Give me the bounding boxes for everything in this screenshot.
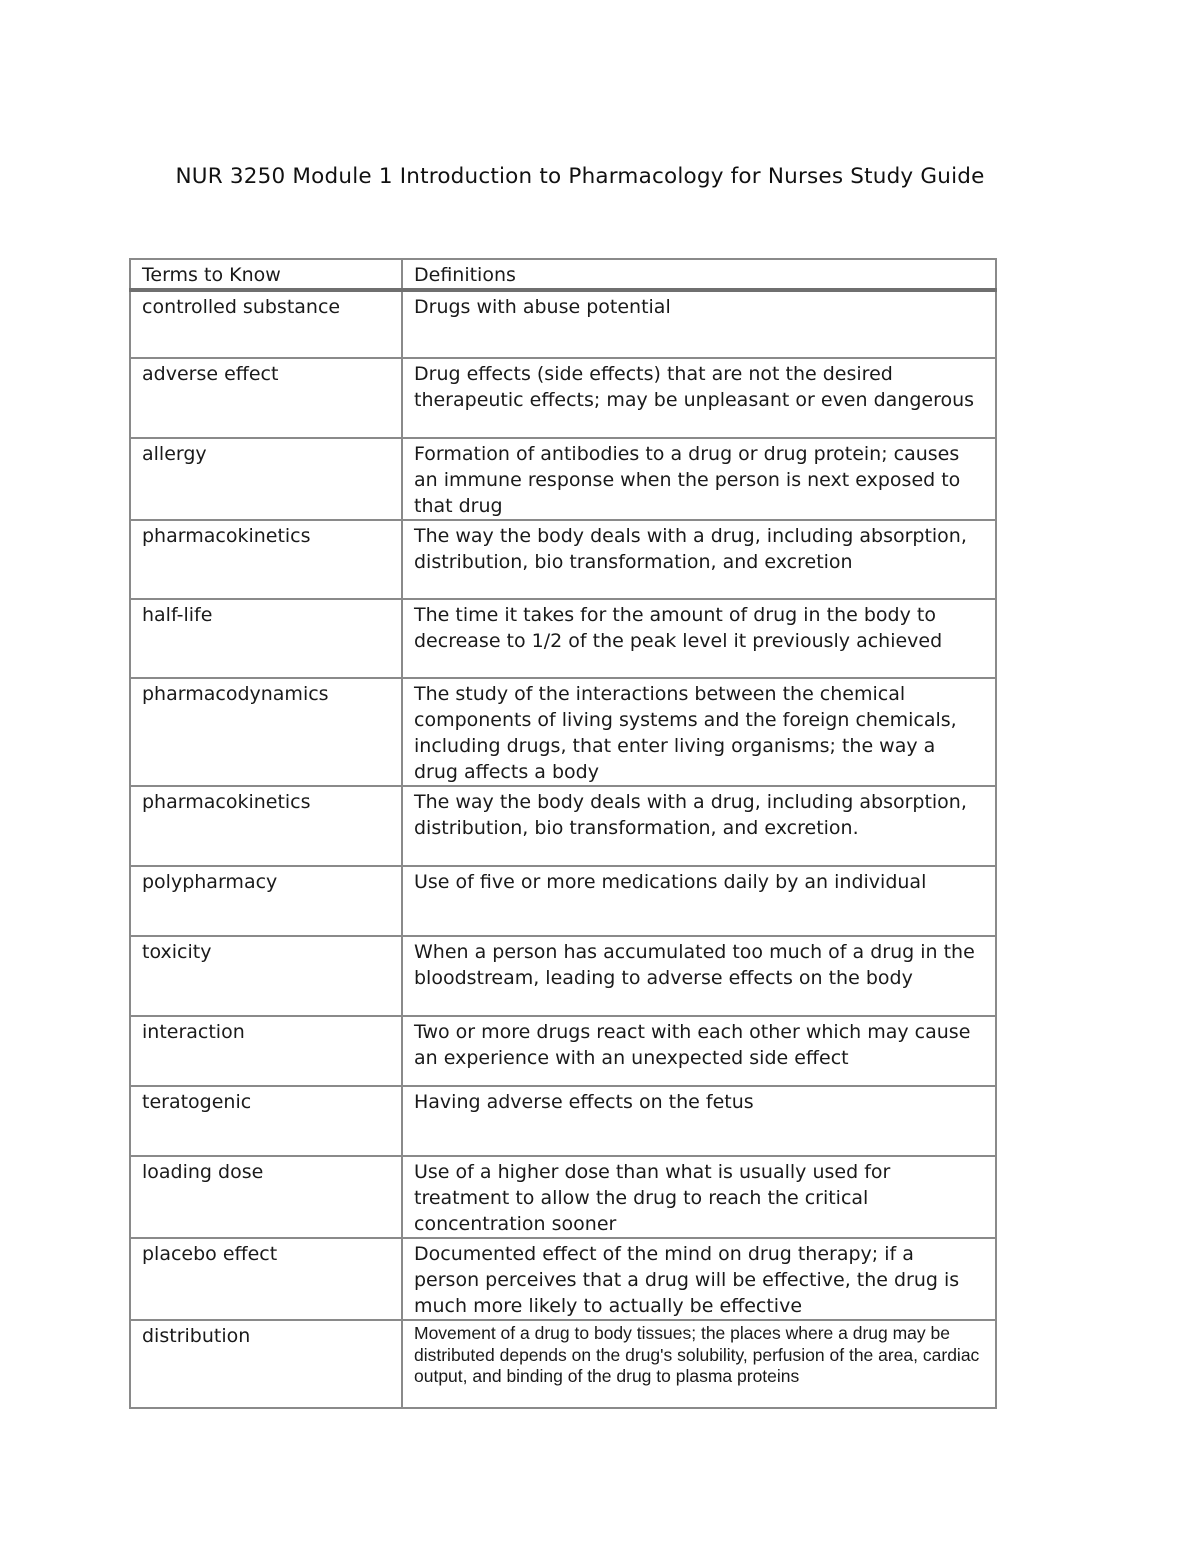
column-header-term: Terms to Know <box>130 259 402 290</box>
term-cell: interaction <box>130 1016 402 1086</box>
definition-cell: Drug effects (side effects) that are not the desired therapeutic effects; may be unpleasant or even dangerous <box>402 358 996 438</box>
table-row <box>130 786 996 866</box>
definition-cell: The time it takes for the amount of drug in the body to decrease to 1/2 of the peak level it previously achieved <box>402 599 996 678</box>
table-row <box>130 1086 996 1156</box>
terms-table <box>129 258 997 1409</box>
table-row <box>130 1016 996 1086</box>
term-cell: half-life <box>130 599 402 678</box>
table-row <box>130 1320 996 1408</box>
term-cell: pharmacokinetics <box>130 520 402 599</box>
term-cell: controlled substance <box>130 290 402 358</box>
term-cell: allergy <box>130 438 402 520</box>
table-row <box>130 520 996 599</box>
page-title: NUR 3250 Module 1 Introduction to Pharmacology for Nurses Study Guide <box>175 164 985 189</box>
table-row <box>130 358 996 438</box>
definition-cell: Documented effect of the mind on drug therapy; if a person perceives that a drug will be effective, the drug is much more likely to actually be effective <box>402 1238 996 1320</box>
table-row <box>130 1156 996 1238</box>
definition-cell: Movement of a drug to body tissues; the places where a drug may be distributed depends on the drug's solubility, perfusion of the area, cardiac output, and binding of the drug to plasma proteins <box>402 1320 996 1408</box>
term-cell: pharmacodynamics <box>130 678 402 786</box>
table-row <box>130 438 996 520</box>
table-row <box>130 866 996 936</box>
table-header-row <box>130 259 996 290</box>
definition-cell: The study of the interactions between the chemical components of living systems and the foreign chemicals, including drugs, that enter living organisms; the way a drug affects a body <box>402 678 996 786</box>
column-header-definition: Definitions <box>402 259 996 290</box>
term-cell: adverse effect <box>130 358 402 438</box>
term-cell: loading dose <box>130 1156 402 1238</box>
definition-cell: When a person has accumulated too much of a drug in the bloodstream, leading to adverse effects on the body <box>402 936 996 1016</box>
definition-cell: Formation of antibodies to a drug or drug protein; causes an immune response when the person is next exposed to that drug <box>402 438 996 520</box>
term-cell: distribution <box>130 1320 402 1408</box>
term-cell: placebo effect <box>130 1238 402 1320</box>
table-row <box>130 678 996 786</box>
term-cell: pharmacokinetics <box>130 786 402 866</box>
definition-cell: Use of a higher dose than what is usually used for treatment to allow the drug to reach the critical concentration sooner <box>402 1156 996 1238</box>
definition-cell: Two or more drugs react with each other which may cause an experience with an unexpected side effect <box>402 1016 996 1086</box>
definition-cell: The way the body deals with a drug, including absorption, distribution, bio transformation, and excretion. <box>402 786 996 866</box>
definition-cell: Having adverse effects on the fetus <box>402 1086 996 1156</box>
table-row <box>130 936 996 1016</box>
definition-cell: Drugs with abuse potential <box>402 290 996 358</box>
table-row <box>130 599 996 678</box>
table-row <box>130 1238 996 1320</box>
table-row <box>130 290 996 358</box>
definition-cell: Use of five or more medications daily by an individual <box>402 866 996 936</box>
definition-cell: The way the body deals with a drug, including absorption, distribution, bio transformation, and excretion <box>402 520 996 599</box>
term-cell: polypharmacy <box>130 866 402 936</box>
term-cell: teratogenic <box>130 1086 402 1156</box>
term-cell: toxicity <box>130 936 402 1016</box>
